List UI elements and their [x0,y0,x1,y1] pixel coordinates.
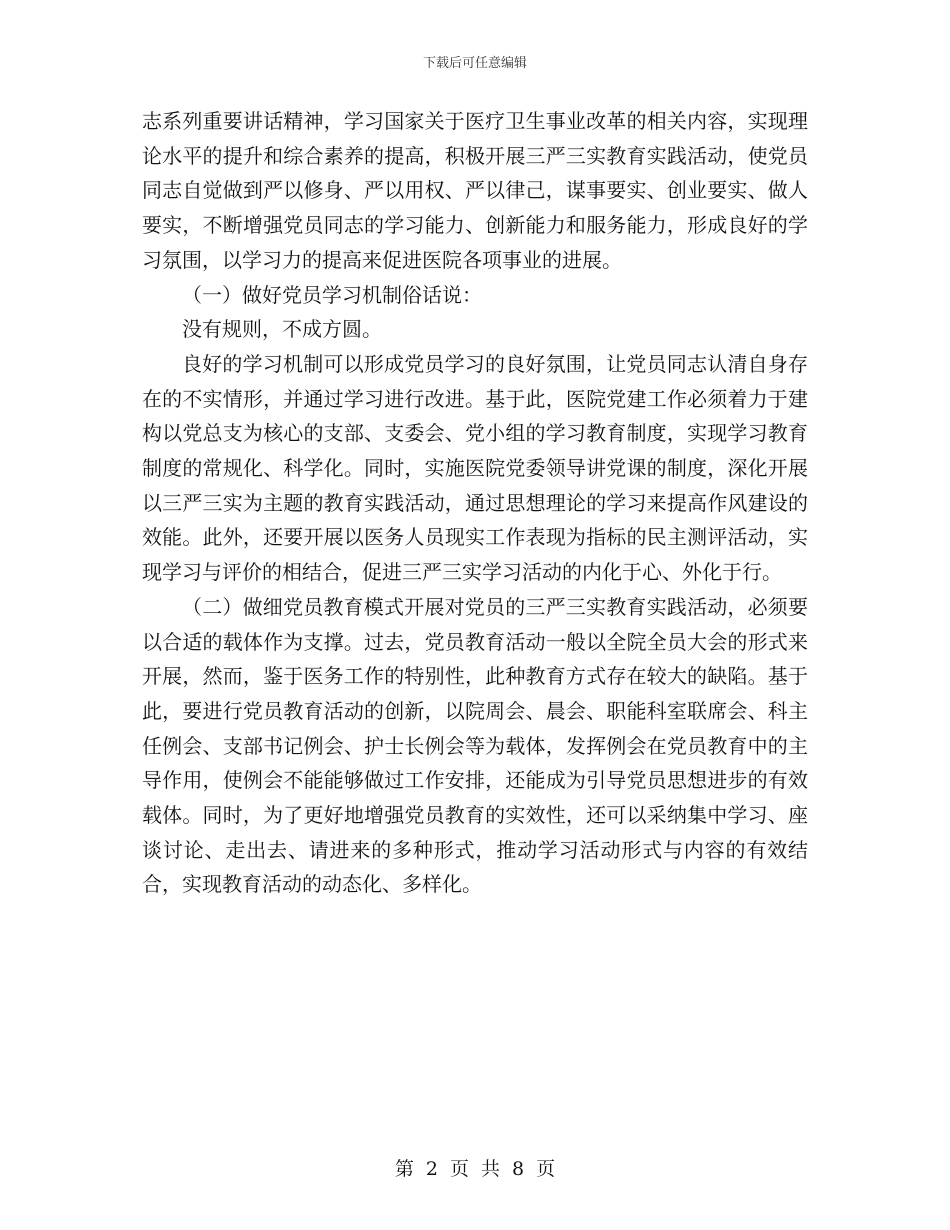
paragraph-learning-mechanism: 良好的学习机制可以形成党员学习的良好氛围，让党员同志认清自身存在的不实情形，并通过学习进行改进。基于此，医院党建工作必须着力于建构以党总支为核心的支部、支委会、党小组的学习教育制度，实现学习教育制度的常规化、科学化。同时，实施医院党委领导讲党课的制度，深化开展以三严三实为主题的教育实践活动，通过思想理论的学习来提高作风建设的效能。此外，还要开展以医务人员现实工作表现为指标的民主测评活动，实现学习与评价的相结合，促进三严三实学习活动的内化于心、外化于行。 [142,351,808,585]
paragraph-continuation: 志系列重要讲话精神，学习国家关于医疗卫生事业改革的相关内容，实现理论水平的提升和综合素养的提高，积极开展三严三实教育实践活动，使党员同志自觉做到严以修身、严以用权、严以律己，谋事要实、创业要实、做人要实，不断增强党员同志的学习能力、创新能力和服务能力，形成良好的学习氛围，以学习力的提高来促进医院各项事业的进展。 [142,109,808,272]
document-body [142,104,808,902]
paragraph-proverb: 没有规则，不成方圆。 [182,317,382,342]
page-number: 第 2 页 共 8 页 [394,1158,556,1180]
paragraph-section-2: （二）做细党员教育模式开展对党员的三严三实教育实践活动，必须要以合适的载体作为支撑。过去，党员教育活动一般以全院全员大会的形式来开展，然而，鉴于医务工作的特别性，此种教育方式存在较大的缺陷。基于此，要进行党员教育活动的创新，以院周会、晨会、职能科室联席会、科主任例会、支部书记例会、护士长例会等为载体，发挥例会在党员教育中的主导作用，使例会不能能够做过工作安排，还能成为引导党员思想进步的有效载体。同时，为了更好地增强党员教育的实效性，还可以采纳集中学习、座谈讨论、走出去、请进来的多种形式，推动学习活动形式与内容的有效结合，实现教育活动的动态化、多样化。 [142,594,808,897]
page-header: 下载后可任意编辑 [422,56,527,71]
paragraph-section-1-heading: （一）做好党员学习机制俗话说： [182,282,482,307]
